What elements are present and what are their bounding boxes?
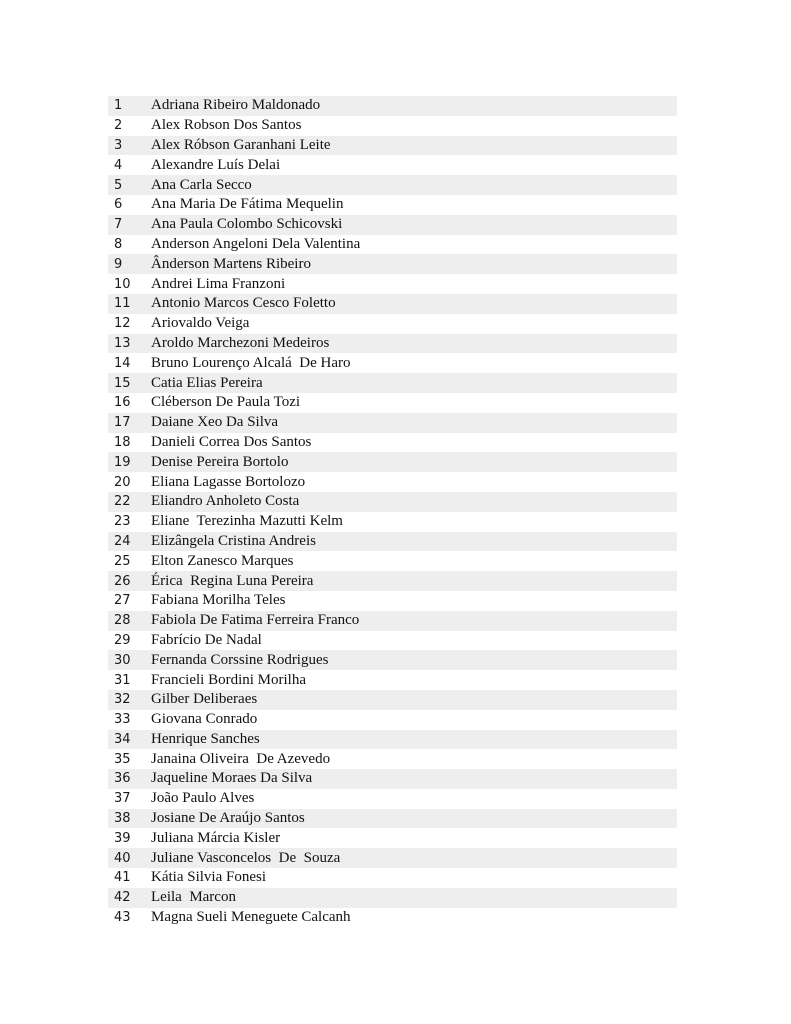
person-name: Magna Sueli Meneguete Calcanh: [151, 909, 351, 926]
row-number: 27: [114, 593, 131, 609]
table-row: [108, 235, 677, 255]
row-number: 8: [114, 236, 123, 252]
row-number: 37: [114, 791, 131, 807]
table-row: [108, 215, 677, 235]
table-row: [108, 908, 677, 928]
person-name: Denise Pereira Bortolo: [151, 453, 289, 470]
row-number: 41: [114, 870, 131, 886]
row-number: 3: [114, 137, 123, 153]
table-row: [108, 155, 677, 175]
person-name: Juliana Márcia Kisler: [151, 829, 281, 846]
table-row: [108, 512, 677, 532]
person-name: Gilber Deliberaes: [151, 691, 258, 708]
person-name: Kátia Silvia Fonesi: [151, 869, 266, 886]
person-name: Ana Maria De Fátima Mequelin: [151, 196, 344, 213]
person-name: Janaina Oliveira De Azevedo: [151, 750, 331, 767]
person-name: Giovana Conrado: [151, 711, 258, 728]
row-number: 30: [114, 652, 131, 668]
row-number: 10: [114, 276, 131, 292]
row-number: 18: [114, 434, 131, 450]
person-name: Cléberson De Paula Tozi: [151, 394, 301, 411]
table-row: [108, 393, 677, 413]
person-name: Fabiana Morilha Teles: [151, 592, 286, 609]
person-name: Eliane Terezinha Mazutti Kelm: [151, 513, 343, 530]
table-row: [108, 116, 677, 136]
table-row: [108, 294, 677, 314]
row-number: 22: [114, 494, 131, 510]
row-number: 33: [114, 712, 131, 728]
row-number: 28: [114, 613, 131, 629]
table-row: [108, 254, 677, 274]
row-number: 20: [114, 474, 131, 490]
row-number: 2: [114, 118, 123, 134]
row-number: 9: [114, 256, 123, 272]
row-number: 36: [114, 771, 131, 787]
row-number: 35: [114, 751, 131, 767]
person-name: Ânderson Martens Ribeiro: [151, 255, 311, 272]
table-row: [108, 175, 677, 195]
person-name: Jaqueline Moraes Da Silva: [151, 770, 313, 787]
row-number: 39: [114, 830, 131, 846]
person-name: Bruno Lourenço Alcalá De Haro: [151, 354, 351, 371]
person-name: Antonio Marcos Cesco Foletto: [151, 295, 336, 312]
row-number: 7: [114, 217, 123, 233]
row-number: 5: [114, 177, 123, 193]
person-name: Fabiola De Fatima Ferreira Franco: [151, 612, 360, 629]
row-number: 6: [114, 197, 123, 213]
person-name: Érica Regina Luna Pereira: [151, 572, 314, 589]
row-number: 1: [114, 98, 123, 114]
person-name: Henrique Sanches: [151, 730, 260, 747]
table-row: [108, 571, 677, 591]
person-name: Eliana Lagasse Bortolozo: [151, 473, 306, 490]
table-row: [108, 730, 677, 750]
person-name: Ana Carla Secco: [151, 176, 252, 193]
row-number: 31: [114, 672, 131, 688]
person-name: Fernanda Corssine Rodrigues: [151, 651, 329, 668]
table-row: [108, 650, 677, 670]
table-row: [108, 314, 677, 334]
row-number: 38: [114, 811, 131, 827]
person-name: Danieli Correa Dos Santos: [151, 433, 312, 450]
row-number: 40: [114, 850, 131, 866]
person-name: Juliane Vasconcelos De Souza: [151, 849, 341, 866]
table-row: [108, 472, 677, 492]
row-number: 25: [114, 553, 131, 569]
person-name: João Paulo Alves: [151, 790, 255, 807]
person-name: Alexandre Luís Delai: [151, 156, 281, 173]
table-row: [108, 433, 677, 453]
row-number: 29: [114, 632, 131, 648]
person-name: Anderson Angeloni Dela Valentina: [151, 235, 361, 252]
name-list-table: [108, 96, 677, 927]
person-name: Ariovaldo Veiga: [151, 315, 250, 332]
table-row: [108, 274, 677, 294]
table-row: [108, 373, 677, 393]
table-row: [108, 611, 677, 631]
table-row: [108, 551, 677, 571]
table-row: [108, 631, 677, 651]
table-row: [108, 710, 677, 730]
person-name: Andrei Lima Franzoni: [151, 275, 286, 292]
row-number: 15: [114, 375, 131, 391]
person-name: Fabrício De Nadal: [151, 631, 262, 648]
row-number: 17: [114, 415, 131, 431]
person-name: Elton Zanesco Marques: [151, 552, 294, 569]
person-name: Elizângela Cristina Andreis: [151, 532, 316, 549]
person-name: Josiane De Araújo Santos: [151, 810, 305, 827]
person-name: Aroldo Marchezoni Medeiros: [151, 334, 330, 351]
table-row: [108, 413, 677, 433]
row-number: 14: [114, 355, 131, 371]
row-number: 34: [114, 731, 131, 747]
person-name: Ana Paula Colombo Schicovski: [151, 216, 343, 233]
row-number: 24: [114, 533, 131, 549]
table-row: [108, 828, 677, 848]
table-row: [108, 532, 677, 552]
table-row: [108, 809, 677, 829]
person-name: Catia Elias Pereira: [151, 374, 263, 391]
table-row: [108, 888, 677, 908]
table-row: [108, 96, 677, 116]
person-name: Adriana Ribeiro Maldonado: [151, 97, 321, 114]
person-name: Leila Marcon: [151, 889, 236, 906]
table-row: [108, 848, 677, 868]
row-number: 23: [114, 514, 131, 530]
table-row: [108, 789, 677, 809]
table-row: [108, 591, 677, 611]
row-number: 26: [114, 573, 131, 589]
row-number: 19: [114, 454, 131, 470]
table-row: [108, 334, 677, 354]
table-row: [108, 195, 677, 215]
table-row: [108, 492, 677, 512]
table-row: [108, 868, 677, 888]
person-name: Alex Róbson Garanhani Leite: [151, 136, 331, 153]
table-row: [108, 749, 677, 769]
table-row: [108, 769, 677, 789]
person-name: Alex Robson Dos Santos: [151, 117, 302, 134]
row-number: 12: [114, 316, 131, 332]
table-row: [108, 353, 677, 373]
table-row: [108, 670, 677, 690]
row-number: 43: [114, 910, 131, 926]
person-name: Francieli Bordini Morilha: [151, 671, 306, 688]
row-number: 13: [114, 335, 131, 351]
row-number: 4: [114, 157, 123, 173]
row-number: 16: [114, 395, 131, 411]
table-row: [108, 452, 677, 472]
person-name: Daiane Xeo Da Silva: [151, 414, 279, 431]
table-row: [108, 136, 677, 156]
table-row: [108, 690, 677, 710]
row-number: 11: [114, 296, 131, 312]
person-name: Eliandro Anholeto Costa: [151, 493, 300, 510]
row-number: 42: [114, 890, 131, 906]
row-number: 32: [114, 692, 131, 708]
